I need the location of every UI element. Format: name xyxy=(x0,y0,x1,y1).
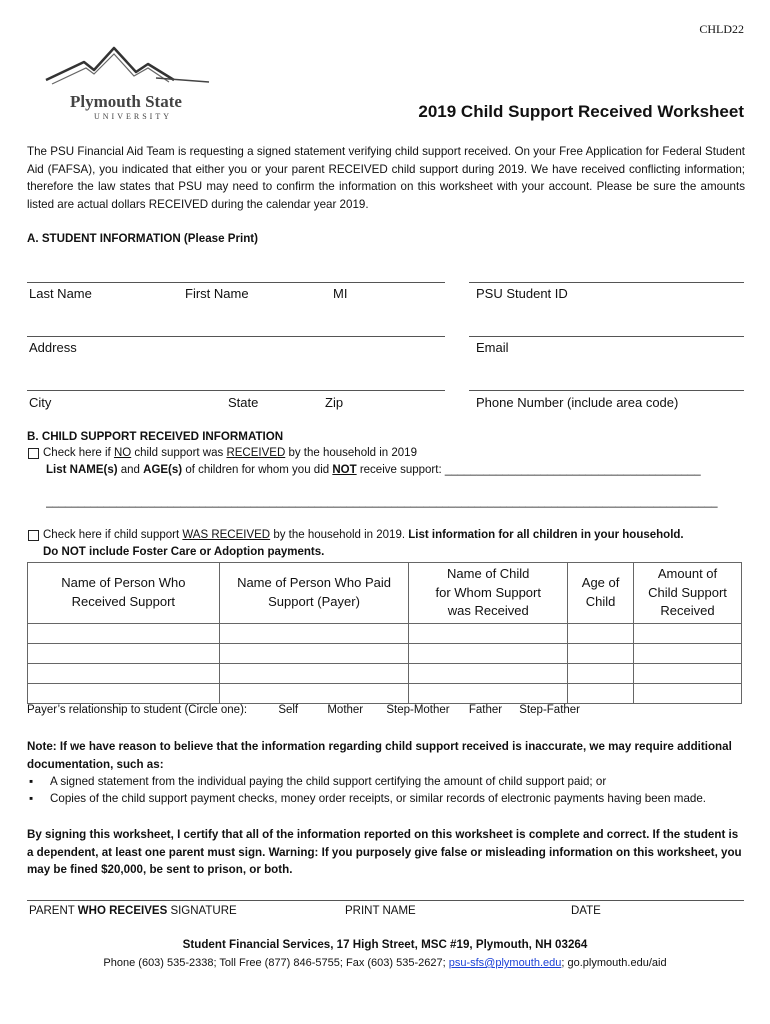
table-cell[interactable] xyxy=(568,643,634,663)
table-cell[interactable] xyxy=(634,643,742,663)
phone-label: Phone Number (include area code) xyxy=(476,395,679,410)
no-support-text: Check here if NO child support was RECEIVED by the household in 2019 xyxy=(43,447,417,459)
children-blank-line[interactable]: _________________________________________________________________________________________________________ xyxy=(46,496,718,508)
bullet-icon: ▪ xyxy=(29,792,34,805)
was-received-checkbox[interactable] xyxy=(28,530,39,541)
header-amount: Amount of Child Support Received xyxy=(634,563,742,624)
email-label: Email xyxy=(476,340,509,355)
zip-label: Zip xyxy=(325,395,344,410)
table-cell[interactable] xyxy=(28,663,220,683)
name-line[interactable] xyxy=(27,282,445,283)
no-support-checkbox[interactable] xyxy=(28,448,39,459)
table-cell[interactable] xyxy=(409,683,568,703)
form-code: CHLD22 xyxy=(699,22,744,36)
date-label: DATE xyxy=(571,905,601,917)
table-cell[interactable] xyxy=(219,683,409,703)
table-header-row xyxy=(28,563,742,624)
email-link[interactable]: psu-sfs@plymouth.edu xyxy=(448,957,562,969)
option-self[interactable]: Self xyxy=(278,704,299,716)
table-cell[interactable] xyxy=(409,663,568,683)
address-line[interactable] xyxy=(27,336,445,337)
bullet-2-text: Copies of the child support payment checks, money order receipts, or similar records of electronic payments having been made. xyxy=(50,792,707,805)
table-cell[interactable] xyxy=(568,623,634,643)
table-row xyxy=(28,643,742,663)
table-cell[interactable] xyxy=(634,683,742,703)
print-name-label: PRINT NAME xyxy=(345,905,416,917)
bullet-icon: ▪ xyxy=(29,775,34,788)
table-cell[interactable] xyxy=(634,623,742,643)
address-label: Address xyxy=(29,340,77,355)
header-payer: Name of Person Who Paid Support (Payer) xyxy=(219,563,409,624)
header-recipient: Name of Person Who Received Support xyxy=(28,563,220,624)
was-received-text: Check here if child support WAS RECEIVED by the household in 2019. List information for all children in your household. xyxy=(43,529,684,541)
list-children-blank[interactable]: ________________________________________ xyxy=(444,464,701,476)
section-a-heading: A. STUDENT INFORMATION (Please Print) xyxy=(27,232,259,245)
bullet-1-text: A signed statement from the individual paying the child support certifying the amount of child support paid; or xyxy=(50,775,607,788)
foster-care-note: Do NOT include Foster Care or Adoption payments. xyxy=(43,546,325,558)
certification-text: By signing this worksheet, I certify that all of the information reported on this worksheet is complete and correct. If the student is a dependent, at least one parent must sign. Warning: If you purposely give false or misleading information on this worksheet, you may be fined $20,000, be sent to prison, or both. xyxy=(27,828,742,876)
table-cell[interactable] xyxy=(409,643,568,663)
table-cell[interactable] xyxy=(568,663,634,683)
option-mother[interactable]: Mother xyxy=(327,704,364,716)
footer-address: Student Financial Services, 17 High Street, MSC #19, Plymouth, NH 03264 xyxy=(182,938,588,951)
table-cell[interactable] xyxy=(568,683,634,703)
section-b-heading: B. CHILD SUPPORT RECEIVED INFORMATION xyxy=(27,430,284,443)
parent-signature-label: PARENT WHO RECEIVES SIGNATURE xyxy=(29,905,237,917)
state-label: State xyxy=(228,395,259,410)
intro-paragraph: The PSU Financial Aid Team is requesting a signed statement verifying child support received. On your Free Application for Federal Student Aid (FAFSA), you indicated that either you or your parent RECEIVED child support during 2019. We have received conflicting information; therefore the law states that PSU may need to confirm the information on this worksheet with your account. Please be sure the amounts listed are actual dollars RECEIVED during the calendar year 2019. xyxy=(27,145,745,211)
phone-line[interactable] xyxy=(469,390,744,391)
signature-line[interactable] xyxy=(27,900,744,901)
option-father[interactable]: Father xyxy=(468,704,503,716)
first-name-label: First Name xyxy=(185,286,249,301)
city-label: City xyxy=(29,395,52,410)
table-cell[interactable] xyxy=(219,643,409,663)
table-cell[interactable] xyxy=(219,623,409,643)
relationship-row xyxy=(27,704,580,716)
child-support-table xyxy=(27,562,742,704)
logo-subtitle: UNIVERSITY xyxy=(94,112,172,121)
footer-contact: Phone (603) 535-2338; Toll Free (877) 846-5755; Fax (603) 535-2627; psu-sfs@plymouth.edu; go.plymouth.edu/aid xyxy=(103,957,667,969)
logo-name: Plymouth State xyxy=(70,92,182,111)
table-cell[interactable] xyxy=(28,623,220,643)
table-cell[interactable] xyxy=(28,643,220,663)
header-age: Age of Child xyxy=(568,563,634,624)
table-cell[interactable] xyxy=(634,663,742,683)
email-line[interactable] xyxy=(469,336,744,337)
table-row xyxy=(28,683,742,703)
student-id-label: PSU Student ID xyxy=(476,286,568,301)
note-text: Note: If we have reason to believe that the information regarding child support received is inaccurate, we may require additional documentation, such as: xyxy=(27,740,732,771)
table-cell[interactable] xyxy=(28,683,220,703)
relationship-label: Payer’s relationship to student (Circle one): xyxy=(27,704,248,716)
list-children-text: List NAME(s) and AGE(s) of children for whom you did NOT receive support: ________________________________________ xyxy=(46,464,701,476)
table-row xyxy=(28,663,742,683)
header-child: Name of Child for Whom Support was Received xyxy=(409,563,568,624)
option-step-mother[interactable]: Step-Mother xyxy=(386,704,450,716)
table-row xyxy=(28,623,742,643)
last-name-label: Last Name xyxy=(29,286,92,301)
table-cell[interactable] xyxy=(219,663,409,683)
student-id-line[interactable] xyxy=(469,282,744,283)
page-title: 2019 Child Support Received Worksheet xyxy=(418,102,744,121)
mi-label: MI xyxy=(333,286,348,301)
city-state-zip-line[interactable] xyxy=(27,390,445,391)
table-cell[interactable] xyxy=(409,623,568,643)
option-step-father[interactable]: Step-Father xyxy=(519,704,581,716)
